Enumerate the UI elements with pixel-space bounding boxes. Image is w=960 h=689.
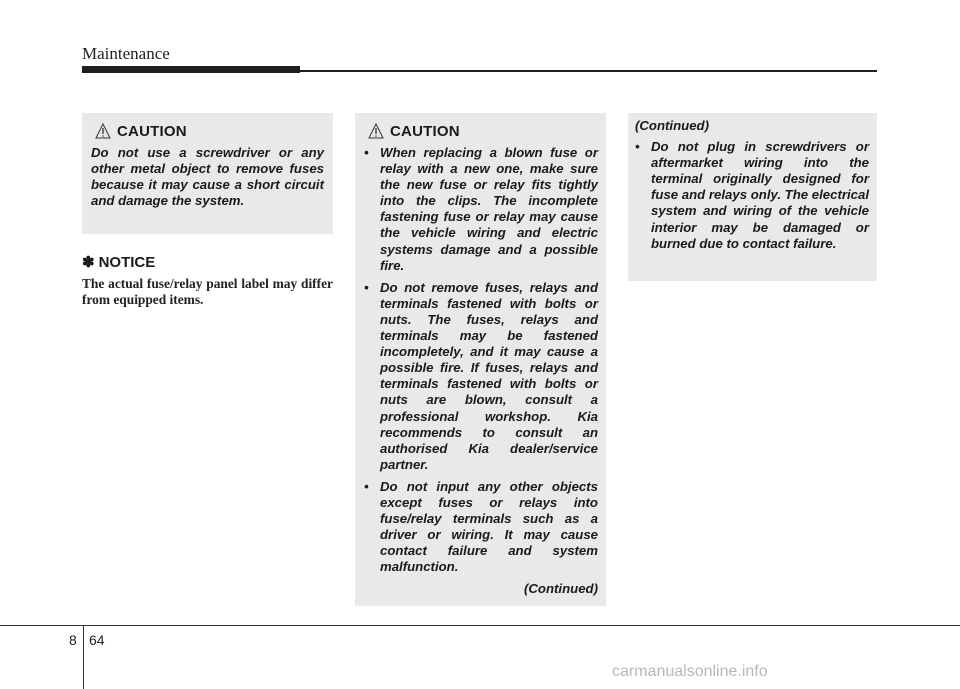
list-item: • Do not plug in screwdrivers or aftermarket wiring into the terminal originally designed for fuse and relays only. The electrical system and wiring of the vehicle interior may be damaged or burned due to contact failure.: [635, 139, 869, 251]
continued-label: (Continued): [635, 118, 709, 133]
list-item: • Do not input any other objects except fuses or relays into fuse/relay terminals such as a driver or wiring. It may cause contact failure and system malfunction.: [364, 478, 598, 575]
watermark: carmanualsonline.info: [612, 663, 768, 680]
caution-title: CAUTION: [117, 122, 187, 140]
caution-box-continued: [628, 113, 877, 281]
notice-title: NOTICE: [98, 253, 156, 271]
caution-bullet-list: [635, 139, 869, 252]
caution-title: CAUTION: [390, 122, 460, 140]
notice-asterisk-icon: ✽: [82, 254, 95, 271]
notice-text: The actual fuse/relay panel label may differ from equipped items.: [82, 276, 333, 307]
list-item: • When replacing a blown fuse or relay with a new one, make sure the new fuse or relay fits tightly into the clips. The incomplete fastening fuse or relay may cause the vehicle wiring and electric systems damage and a possible fire.: [364, 145, 598, 273]
continued-label: (Continued): [524, 581, 598, 597]
caution-box-fuse-tools: [82, 113, 333, 234]
notice-heading: [82, 253, 155, 271]
warning-triangle-icon: [368, 123, 384, 139]
header-rule-thin: [300, 70, 877, 72]
list-item: • Do not remove fuses, relays and terminals fastened with bolts or nuts. The fuses, relays and terminals may be fastened incompletely, and it may cause a possible fire. If fuses, relays and terminals fastened with bolts or nuts are blown, consult a professional workshop. Kia recommends to consult an authorised Kia dealer/service partner.: [364, 279, 598, 472]
bullet-text: Do not plug in screwdrivers or aftermarket wiring into the terminal originally designed for fuse and relays only. The electrical system and wiring of the vehicle interior may be damaged or burned due to contact failure.: [651, 139, 869, 251]
bullet-text: When replacing a blown fuse or relay with a new one, make sure the new fuse or relay fits tightly into the clips. The incomplete fastening fuse or relay may cause the vehicle wiring and electric systems damage and a possible fire.: [380, 145, 598, 273]
warning-triangle-icon: [95, 123, 111, 139]
section-title: Maintenance: [82, 44, 170, 63]
bullet-text: Do not input any other objects except fuses or relays into fuse/relay terminals such as a driver or wiring. It may cause contact failure and system malfunction.: [380, 478, 598, 575]
caution-box-replacing-fuses: [355, 113, 606, 606]
header-rule-thick: [82, 66, 300, 73]
caution-text: Do not use a screwdriver or any other metal object to remove fuses because it may cause a short circuit and damage the system.: [91, 145, 324, 209]
bullet-text: Do not remove fuses, relays and terminals fastened with bolts or nuts. The fuses, relays and terminals may be fastened incompletely, and it may cause a possible fire. If fuses, relays and terminals fastened with bolts or nuts are blown, consult a professional workshop. Kia recommends to consult an authorised Kia dealer/service partner.: [380, 279, 598, 472]
footer-rule: [0, 625, 960, 626]
chapter-number: 8: [69, 632, 77, 648]
page-number: 64: [89, 632, 105, 648]
caution-heading: [91, 121, 324, 141]
caution-bullet-list: [364, 145, 598, 575]
caution-heading: [364, 121, 598, 141]
footer-divider: [83, 625, 84, 689]
